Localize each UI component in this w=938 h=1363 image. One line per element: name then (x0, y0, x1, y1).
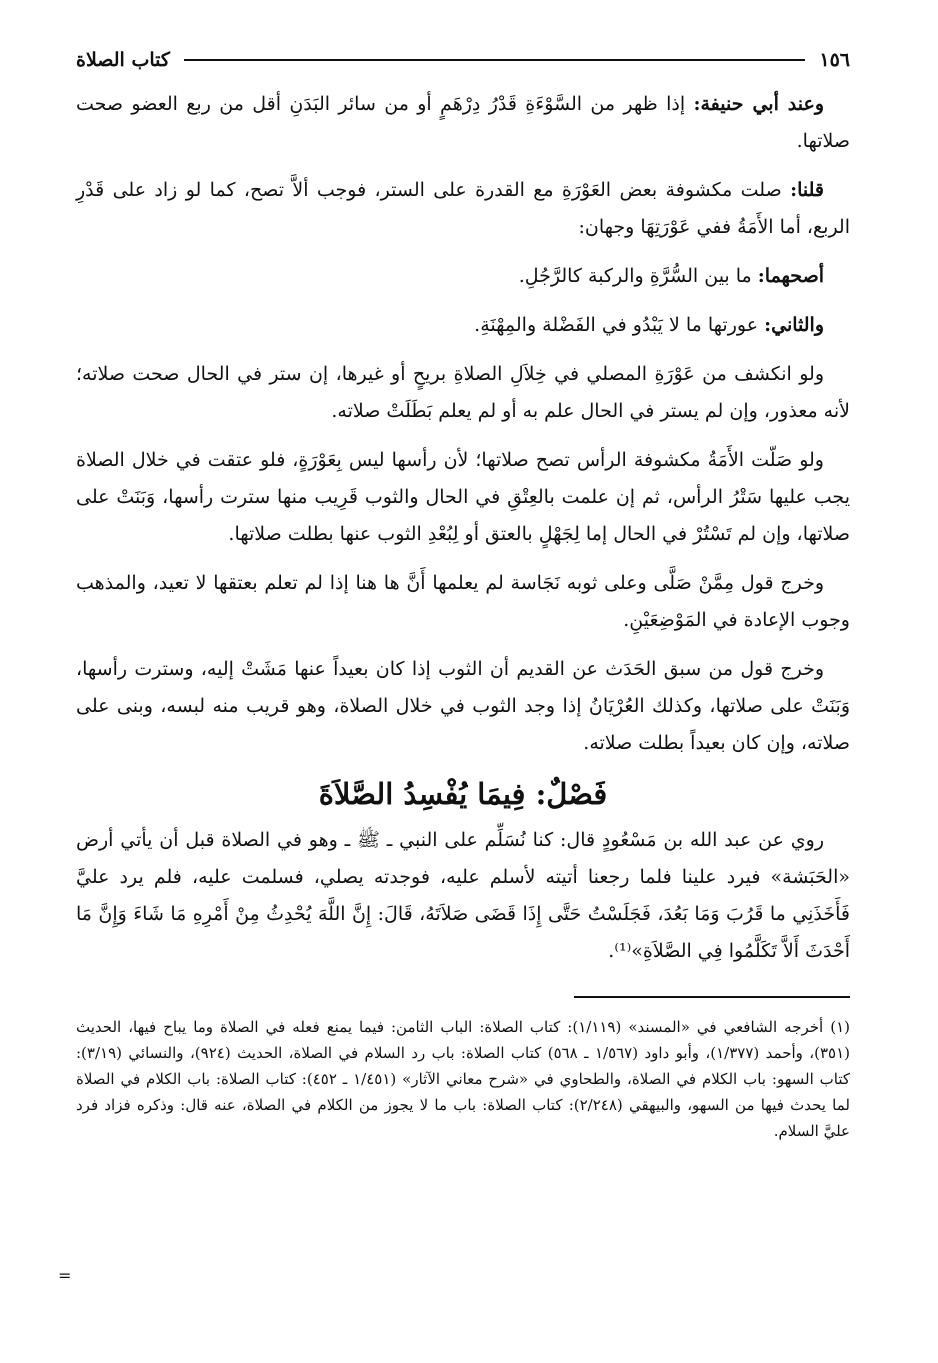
paragraph-text: ما بين السُّرَّةِ والركبة كالرَّجُلِ. (518, 265, 758, 287)
paragraph (76, 86, 850, 160)
paragraph (76, 442, 850, 553)
paragraph (76, 307, 850, 344)
paragraph-text: صلت مكشوفة بعض العَوْرَةِ مع القدرة على الستر، فوجب ألاَّ تصح، كما لو زاد على قَدْرِ الربع، أما الأَمَةُ ففي عَوْرَتِهَا وجهان: (76, 179, 850, 238)
paragraph (76, 172, 850, 246)
paragraph-text: عورتها ما لا يَبْدُو في الفَضْلة والمِهْنَةِ. (474, 314, 765, 336)
footnote: (١) أخرجه الشافعي في «المسند» (١/١١٩): كتاب الصلاة: الباب الثامن: فيما يمنع فعله في الصلاة وما يباح فيها، الحديث (٣٥١)، وأحمد (١/٣٧٧)، وأبو داود (١/٥٦٧ ـ ٥٦٨) كتاب الصلاة: باب رد السلام في الصلاة، الحديث (٩٢٤)، والنسائي (٣/١٩): كتاب السهو: باب الكلام في الصلاة، والطحاوي في «شرح معاني الآثار» (١/٤٥١ ـ ٤٥٢): كتاب الصلاة: باب الكلام في الصلاة لما يحدث فيها من السهو، والبيهقي (٢/٢٤٨): كتاب الصلاة: باب ما لا يجوز من الكلام في الصلاة، عنه قال: وذكره فزاد فرد عليَّ السلام. (76, 1018, 851, 1140)
paragraph-lead: قلنا: (790, 179, 824, 201)
section-paragraph (76, 822, 850, 970)
header-rule (184, 59, 805, 61)
page-header (76, 40, 850, 80)
paragraph (76, 258, 850, 295)
paragraph-text: ولو انكشف من عَوْرَةِ المصلي في خِلاَلِ الصلاةِ بريحٍ أو غيرها، إن ستر في الحال صحت صلاته؛ لأنه معذور، وإن لم يستر في الحال علم به أو لم يعلم بَطَلَتْ صلاته. (76, 363, 850, 422)
page-number: ١٥٦ (819, 49, 850, 71)
margin-mark: = (58, 1266, 72, 1285)
paragraph (76, 565, 850, 639)
paragraph-text: إذا ظهر من السَّوْءَةِ قَدْرُ دِرْهَمٍ أو من سائر البَدَنِ أقل من ربع العضو صحت صلاتها. (76, 93, 850, 152)
chapter-title: كتاب الصلاة (76, 49, 170, 71)
paragraph-lead: والثاني: (764, 314, 824, 336)
paragraph (76, 356, 850, 430)
page-body (76, 86, 850, 1144)
paragraph (76, 651, 850, 762)
paragraph-text: روي عن عبد الله بن مَسْعُودٍ قال: كنا نُسَلِّم على النبي ـ ﷺ ـ وهو في الصلاة قبل أن يأتي أرض «الحَبَشة» فيرد علينا فلما رجعنا أتيته لأسلم عليه، فوجدته يصلي، فسلمت عليه، فلم يرد عليَّ فَأَخَذَنِي ما قَرُبَ وَمَا بَعُدَ، فَجَلَسْتُ حَتَّى إِذَا قَضَى صَلاَتَهُ، قَالَ: إِنَّ اللَّهَ يُحْدِثُ مِنْ أَمْرِهِ مَا شَاءَ وَإِنَّ مَا أَحْدَثَ أَلاَّ تَكَلَّمُوا فِي الصَّلاَةِ»⁽¹⁾. (76, 829, 850, 962)
paragraph-lead: وعند أبي حنيفة: (693, 93, 824, 115)
paragraph-text: ولو صَلّت الأَمَةُ مكشوفة الرأس تصح صلاتها؛ لأن رأسها ليس بِعَوْرَةٍ، فلو عتقت في خلال الصلاة يجب عليها سَتْرُ الرأس، ثم إن علمت بالعِتْقِ في الحال والثوب قَرِيب منها سترت رأسها، وَبَنَتْ على صلاتها، وإن لم تَسْتُرْ في الحال إما لِجَهْلٍ بالعتق أو لِبُعْدِ الثوب عنها بطلت صلاتها. (76, 449, 850, 545)
paragraph-lead: أصحهما: (757, 265, 824, 287)
section-heading: فَصْلٌ: فِيمَا يُفْسِدُ الصَّلاَةَ (318, 777, 608, 811)
paragraph-text: وخرج قول من سبق الحَدَث عن القديم أن الثوب إذا كان بعيداً عنها مَشَتْ إليه، وسترت رأسها، وَبَنَتْ على صلاتها، وكذلك العُرْيَانُ إذا وجد الثوب في خلال الصلاة، وهو قريب منه لبسه، وبنى على صلاته، وإن كان بعيداً بطلت صلاته. (76, 658, 850, 754)
footnote-separator (574, 996, 850, 998)
paragraph-text: وخرج قول مِمَّنْ صَلَّى وعلى ثوبه نَجَاسة لم يعلمها أَنَّ ها هنا إذا لم تعلم بعتقها لا تعيد، والمذهب وجوب الإعادة في المَوْضِعَيْنِ. (76, 572, 850, 631)
